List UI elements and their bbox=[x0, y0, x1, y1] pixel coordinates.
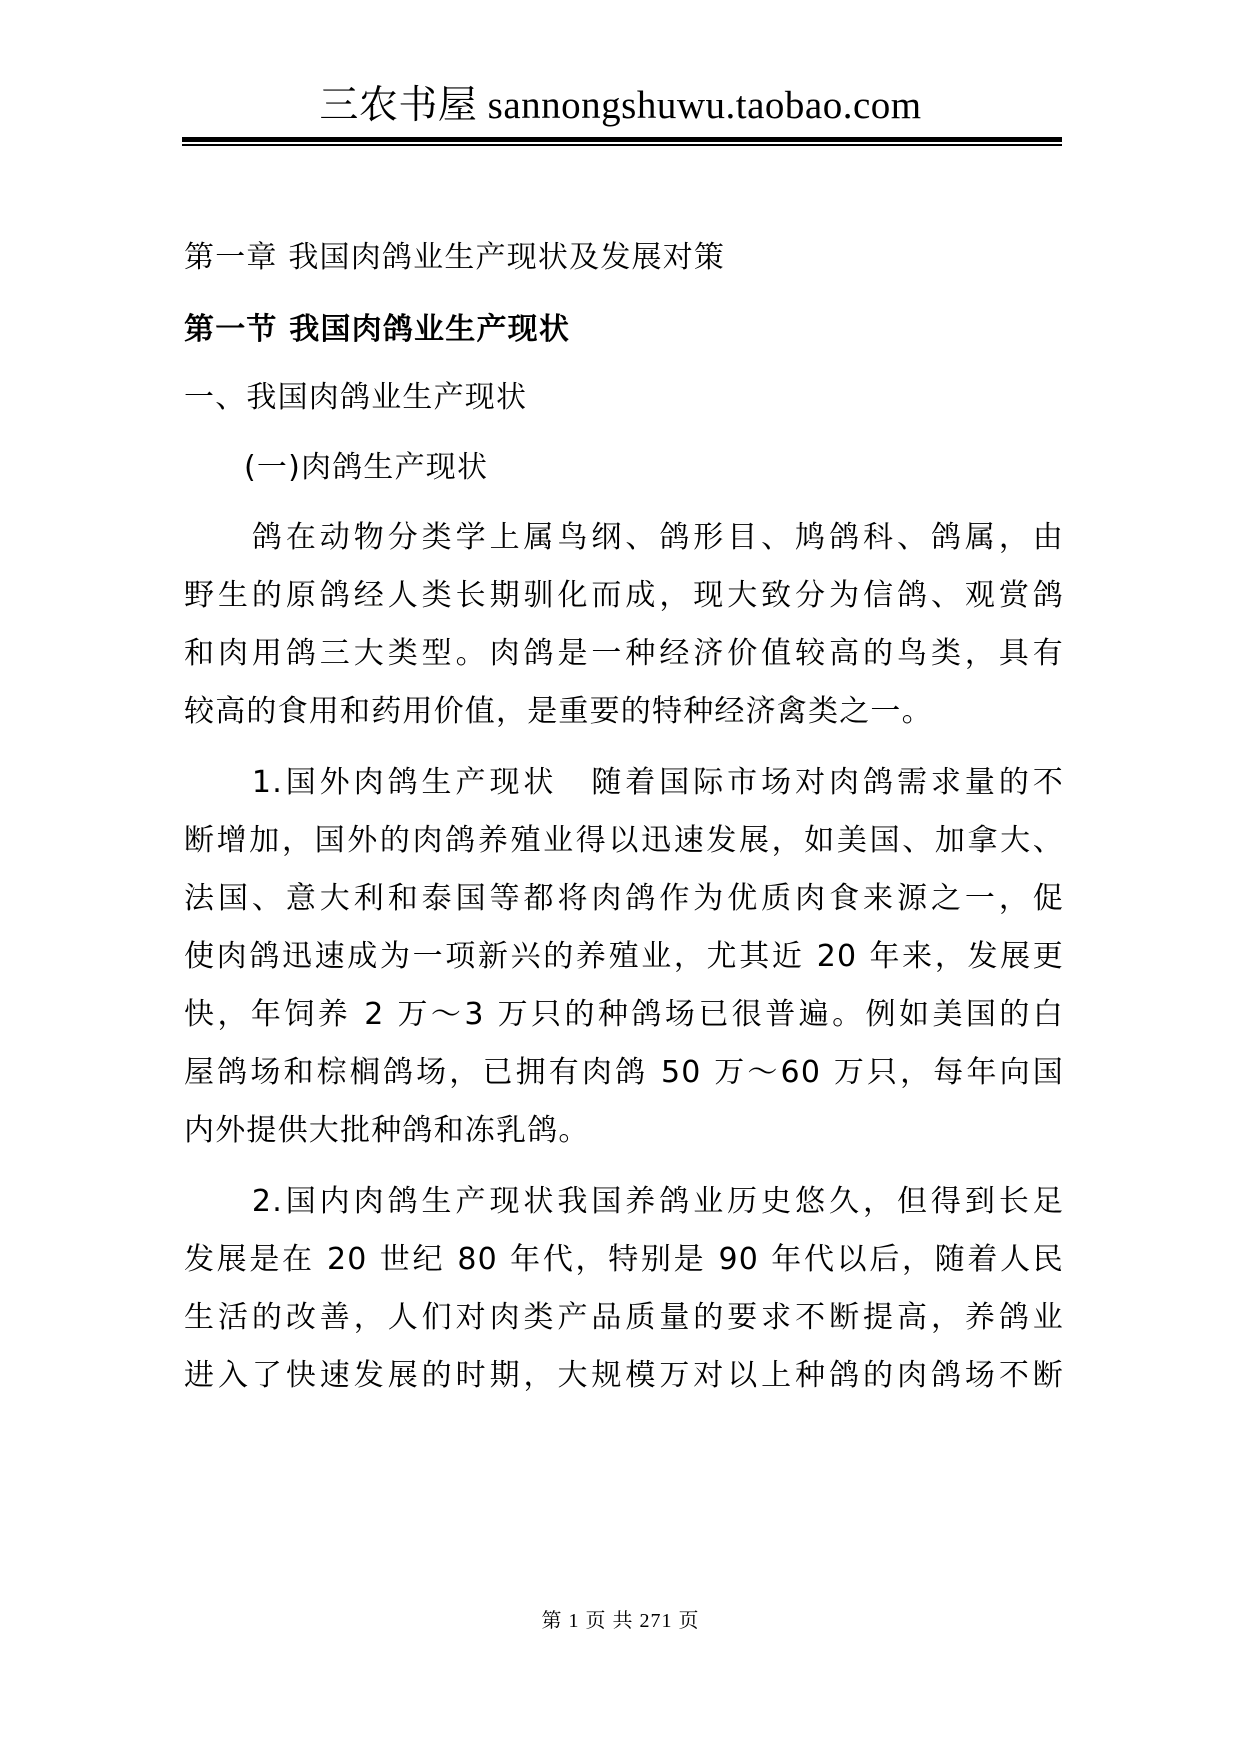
page-header-title: 三农书屋 sannongshuwu.taobao.com bbox=[319, 84, 922, 127]
paragraph-line: 鸽在动物分类学上属鸟纲、鸽形目、鸠鸽科、鸽属，由 bbox=[184, 520, 1064, 555]
paragraph-line: 和肉用鸽三大类型。肉鸽是一种经济价值较高的鸟类，具有 bbox=[184, 636, 1064, 671]
paragraph-line: 发展是在 20 世纪 80 年代，特别是 90 年代以后，随着人民 bbox=[184, 1242, 1064, 1277]
paragraph-line: 法国、意大利和泰国等都将肉鸽作为优质肉食来源之一，促 bbox=[184, 881, 1064, 916]
paragraph-line: 屋鸽场和棕榈鸽场，已拥有肉鸽 50 万～60 万只，每年向国 bbox=[184, 1055, 1064, 1090]
paragraph-line: 野生的原鸽经人类长期驯化而成，现大致分为信鸽、观赏鸽 bbox=[184, 578, 1064, 613]
paragraph-line: 使肉鸽迅速成为一项新兴的养殖业，尤其近 20 年来，发展更 bbox=[184, 939, 1064, 974]
paragraph-line: 内外提供大批种鸽和冻乳鸽。 bbox=[184, 1113, 590, 1148]
paragraph-line: 生活的改善，人们对肉类产品质量的要求不断提高，养鸽业 bbox=[184, 1300, 1064, 1335]
paragraph-line: 2.国内肉鸽生产现状我国养鸽业历史悠久，但得到长足 bbox=[184, 1184, 1064, 1219]
heading-level-1: 一、我国肉鸽业生产现状 bbox=[184, 380, 528, 415]
header-rule-thick bbox=[182, 137, 1062, 142]
paragraph-line: 较高的食用和药用价值，是重要的特种经济禽类之一。 bbox=[184, 694, 933, 729]
paragraph-line: 快，年饲养 2 万～3 万只的种鸽场已很普遍。例如美国的白 bbox=[184, 997, 1064, 1032]
header-rule-thin bbox=[182, 144, 1062, 146]
section-title: 第一节 我国肉鸽业生产现状 bbox=[184, 312, 571, 347]
paragraph-line: 1.国外肉鸽生产现状 随着国际市场对肉鸽需求量的不 bbox=[184, 765, 1064, 800]
paragraph-line: 进入了快速发展的时期，大规模万对以上种鸽的肉鸽场不断 bbox=[184, 1358, 1064, 1393]
paragraph-line: 断增加，国外的肉鸽养殖业得以迅速发展，如美国、加拿大、 bbox=[184, 823, 1064, 858]
heading-level-2: (一)肉鸽生产现状 bbox=[244, 450, 489, 485]
chapter-title: 第一章 我国肉鸽业生产现状及发展对策 bbox=[184, 240, 726, 275]
page-number-footer: 第 1 页 共 271 页 bbox=[541, 1610, 700, 1632]
